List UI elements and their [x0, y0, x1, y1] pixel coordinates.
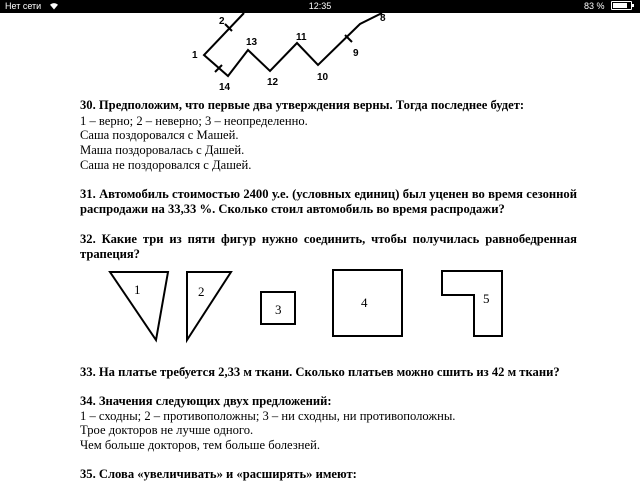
- q30-line: Саша не поздоровался с Дашей.: [80, 158, 252, 172]
- q33-title: 33. На платье требуется 2,33 м ткани. Сколько платьев можно сшить из 42 м ткани?: [80, 365, 560, 379]
- q32-line2: трапеция?: [80, 247, 140, 261]
- shape-label: 2: [198, 284, 205, 299]
- carrier-label: Нет сети: [5, 1, 42, 11]
- path-label: 12: [267, 77, 279, 88]
- q30-title: 30. Предположим, что первые два утверждения верны. Тогда последнее будет:: [80, 98, 525, 112]
- path-label: 14: [219, 82, 231, 93]
- clock: 12:35: [308, 1, 332, 11]
- battery-percent: 83 %: [583, 1, 605, 11]
- q34-line: Чем больше докторов, тем больше болезней.: [80, 438, 320, 452]
- path-label: 8: [380, 13, 386, 24]
- shape-label: 3: [275, 302, 282, 317]
- shapes-figure: [110, 270, 502, 340]
- path-label: 10: [317, 72, 329, 83]
- q34-options: 1 – сходны; 2 – противоположны; 3 – ни сходны, ни противоположны.: [80, 409, 456, 423]
- shape-5-l-shape: [442, 271, 502, 336]
- q30-line: Саша поздоровался с Машей.: [80, 128, 239, 142]
- path-label: 2: [219, 16, 225, 27]
- path-label: 11: [296, 32, 307, 43]
- path-labels: [192, 13, 386, 93]
- path-label: 13: [246, 37, 258, 48]
- shape-label: 5: [483, 291, 490, 306]
- q30-options: 1 – верно; 2 – неверно; 3 – неопределенно.: [80, 114, 308, 128]
- q34-title: 34. Значения следующих двух предложений:: [80, 394, 332, 408]
- q31-line2: распродажи на 33,33 %. Сколько стоил автомобиль во время распродажи?: [80, 202, 505, 216]
- shape-label: 4: [361, 295, 368, 310]
- shape-4-square: [333, 270, 402, 336]
- path-figure: [204, 13, 382, 76]
- path-label: 9: [353, 48, 359, 59]
- shape-2-triangle: [187, 272, 231, 340]
- path-label: 1: [192, 50, 198, 61]
- q31-line1: 31. Автомобиль стоимостью 2400 у.е. (условных единиц) был уценен во время сезонной: [80, 187, 577, 201]
- q30-line: Маша поздоровалась с Дашей.: [80, 143, 245, 157]
- q35-title: 35. Слова «увеличивать» и «расширять» имеют:: [80, 467, 357, 481]
- shape-label: 1: [134, 282, 141, 297]
- q32-line1: 32. Какие три из пяти фигур нужно соединить, чтобы получилась равнобедренная: [80, 232, 577, 246]
- q34-line: Трое докторов не лучше одного.: [80, 423, 254, 437]
- path-line-left: [204, 13, 382, 76]
